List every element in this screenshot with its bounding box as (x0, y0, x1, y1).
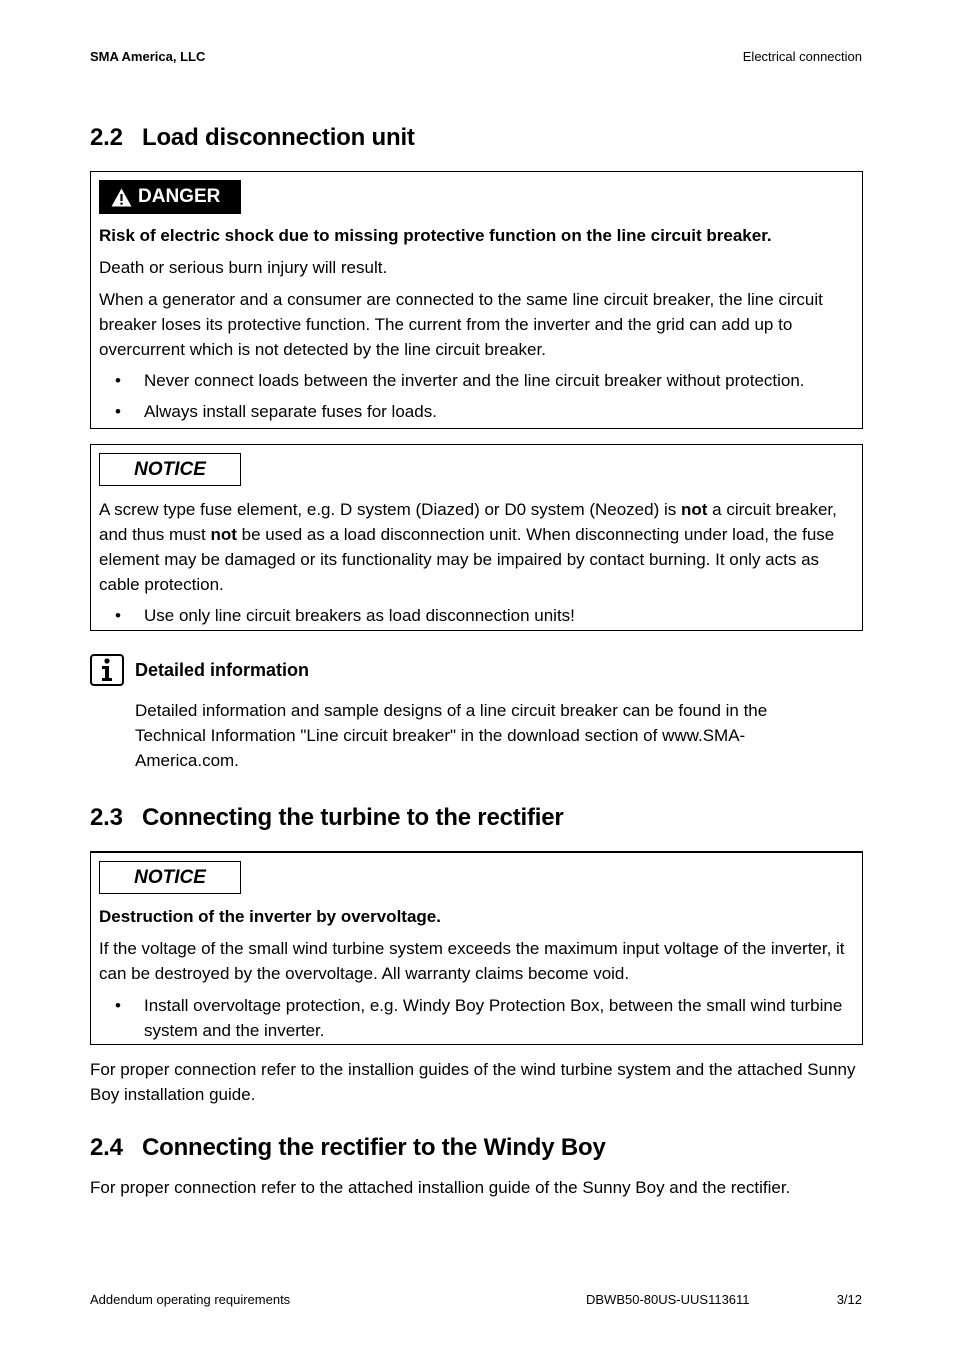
section-title: Connecting the turbine to the rectifier (142, 804, 564, 831)
notice-label: NOTICE (99, 453, 241, 486)
section-title: Load disconnection unit (142, 124, 415, 151)
notice-text-part: a circuit breaker, and thus must (99, 500, 837, 544)
info-icon (90, 654, 124, 686)
danger-body: When a generator and a consumer are connected to the same line circuit breaker, the line circuit breaker loses its protective function. The current from the inverter and the grid can add up to overcurrent which is not detected by the line circuit breaker. (99, 290, 823, 359)
notice-text-part: A screw type fuse element, e.g. D system (Diazed) or D0 system (Neozed) is (99, 500, 681, 519)
danger-label (99, 180, 241, 214)
info-body: Detailed information and sample designs of a line circuit breaker can be found in the Technical Information "Line circuit breaker" in the download section of www.SMA-America.com. (135, 701, 768, 770)
footer-page-number: 3/12 (836, 1292, 862, 1307)
danger-box (90, 171, 863, 429)
notice-box-overvoltage (90, 851, 863, 1045)
section-heading-2-4 (90, 1134, 606, 1162)
paragraph-turbine-connection: For proper connection refer to the installion guides of the wind turbine system and the attached Sunny Boy installation guide. (90, 1060, 856, 1104)
list-item: • Always install separate fuses for loads. (99, 399, 854, 424)
notice-box-fuse (90, 444, 863, 631)
danger-label-text: DANGER (138, 186, 221, 207)
footer-doc-title: Addendum operating requirements (90, 1292, 291, 1307)
list-item: • Never connect loads between the inverter and the line circuit breaker without protection. (99, 368, 854, 393)
paragraph-rectifier-connection: For proper connection refer to the attached installion guide of the Sunny Boy and the rectifier. (90, 1178, 791, 1197)
notice-body: If the voltage of the small wind turbine system exceeds the maximum input voltage of the inverter, it can be destroyed by the overvoltage. All warranty claims become void. (99, 939, 845, 983)
footer-doc-code: DBWB50-80US-UUS113611 (586, 1292, 750, 1307)
notice-bullet-list (99, 603, 854, 628)
notice-body (99, 497, 854, 597)
danger-heading: Risk of electric shock due to missing protective function on the line circuit breaker. (99, 226, 772, 245)
section-number: 2.2 (90, 124, 123, 151)
notice-text-part: be used as a load disconnection unit. When disconnecting under load, the fuse element may be damaged or its functionality may be impaired by contact burning. It only acts as cable protection. (99, 525, 835, 594)
header-company: SMA America, LLC (90, 49, 206, 64)
warning-triangle-icon (111, 188, 132, 207)
section-heading-2-3 (90, 804, 564, 832)
notice-bullet-list (99, 993, 854, 1043)
list-item: • Install overvoltage protection, e.g. Windy Boy Protection Box, between the small wind turbine system and the inverter. (99, 993, 854, 1043)
danger-bullet-list (99, 368, 854, 424)
section-number: 2.4 (90, 1134, 123, 1161)
info-i-glyph (100, 658, 114, 682)
notice-emphasis: not (210, 525, 237, 544)
header-chapter: Electrical connection (742, 49, 862, 64)
section-heading-2-2 (90, 124, 415, 152)
info-title: Detailed information (135, 660, 310, 680)
notice-emphasis: not (680, 500, 708, 519)
section-number: 2.3 (90, 804, 123, 831)
list-item: • Use only line circuit breakers as load disconnection units! (99, 603, 854, 628)
notice-label: NOTICE (99, 861, 241, 894)
notice-heading: Destruction of the inverter by overvoltage. (99, 907, 441, 926)
danger-consequence: Death or serious burn injury will result. (99, 258, 388, 277)
section-title: Connecting the rectifier to the Windy Boy (142, 1134, 606, 1161)
